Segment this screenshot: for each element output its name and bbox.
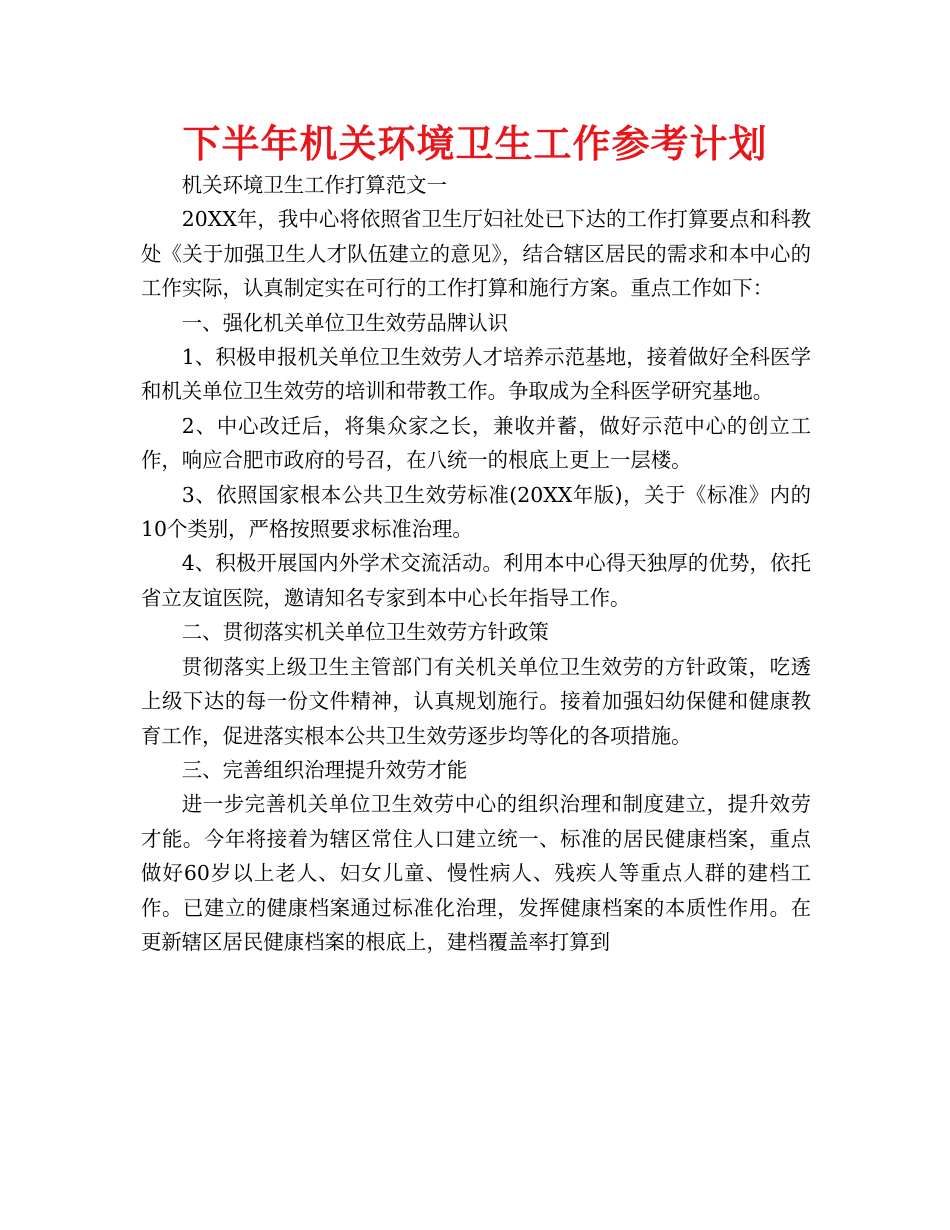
section-heading-1: 一、强化机关单位卫生效劳品牌认识 [181,310,509,335]
paragraph-subtitle: 机关环境卫生工作打算范文一 [181,173,447,197]
paragraph-item-3: 3、依照国家根本公共卫生效劳标准(20XX年版)，关于《标准》内的10个类别，严格按照要求标准治理。 [141,482,811,542]
document-title: 下半年机关环境卫生工作参考计划 [182,122,768,166]
paragraph-intro: 20XX年，我中心将依照省卫生厅妇社处已下达的工作打算要点和科教处《关于加强卫生人才队伍建立的意见》，结合辖区居民的需求和本中心的工作实际，认真制定实在可行的工作打算和施行方案。重点工作如下： [141,207,811,301]
paragraph-item-1: 1、积极申报机关单位卫生效劳人才培养示范基地，接着做好全科医学和机关单位卫生效劳的培训和带教工作。争取成为全科医学研究基地。 [141,345,811,404]
paragraph-item-4: 4、积极开展国内外学术交流活动。利用本中心得天独厚的优势，依托省立友谊医院，邀请知名专家到本中心长年指导工作。 [141,551,811,610]
paragraph-section-2: 贯彻落实上级卫生主管部门有关机关单位卫生效劳的方针政策，吃透上级下达的每一份文件精神，认真规划施行。接着加强妇幼保健和健康教育工作，促进落实根本公共卫生效劳逐步均等化的各项措施。 [141,654,811,748]
paragraph-item-2: 2、中心改迁后，将集众家之长，兼收并蓄，做好示范中心的创立工作，响应合肥市政府的号召，在八统一的根底上更上一层楼。 [141,413,811,473]
section-heading-3: 三、完善组织治理提升效劳才能 [181,757,468,782]
paragraph-section-3: 进一步完善机关单位卫生效劳中心的组织治理和制度建立，提升效劳才能。今年将接着为辖区常住人口建立统一、标准的居民健康档案，重点做好60岁以上老人、妇女儿童、慢性病人、残疾人等重点人群的建档工作。已建立的健康档案通过标准化治理，发挥健康档案的本质性作用。在更新辖区居民健康档案的根底上，建档覆盖率打算到 [141,792,811,954]
section-heading-2: 二、贯彻落实机关单位卫生效劳方针政策 [181,620,549,645]
document-body [141,168,811,959]
